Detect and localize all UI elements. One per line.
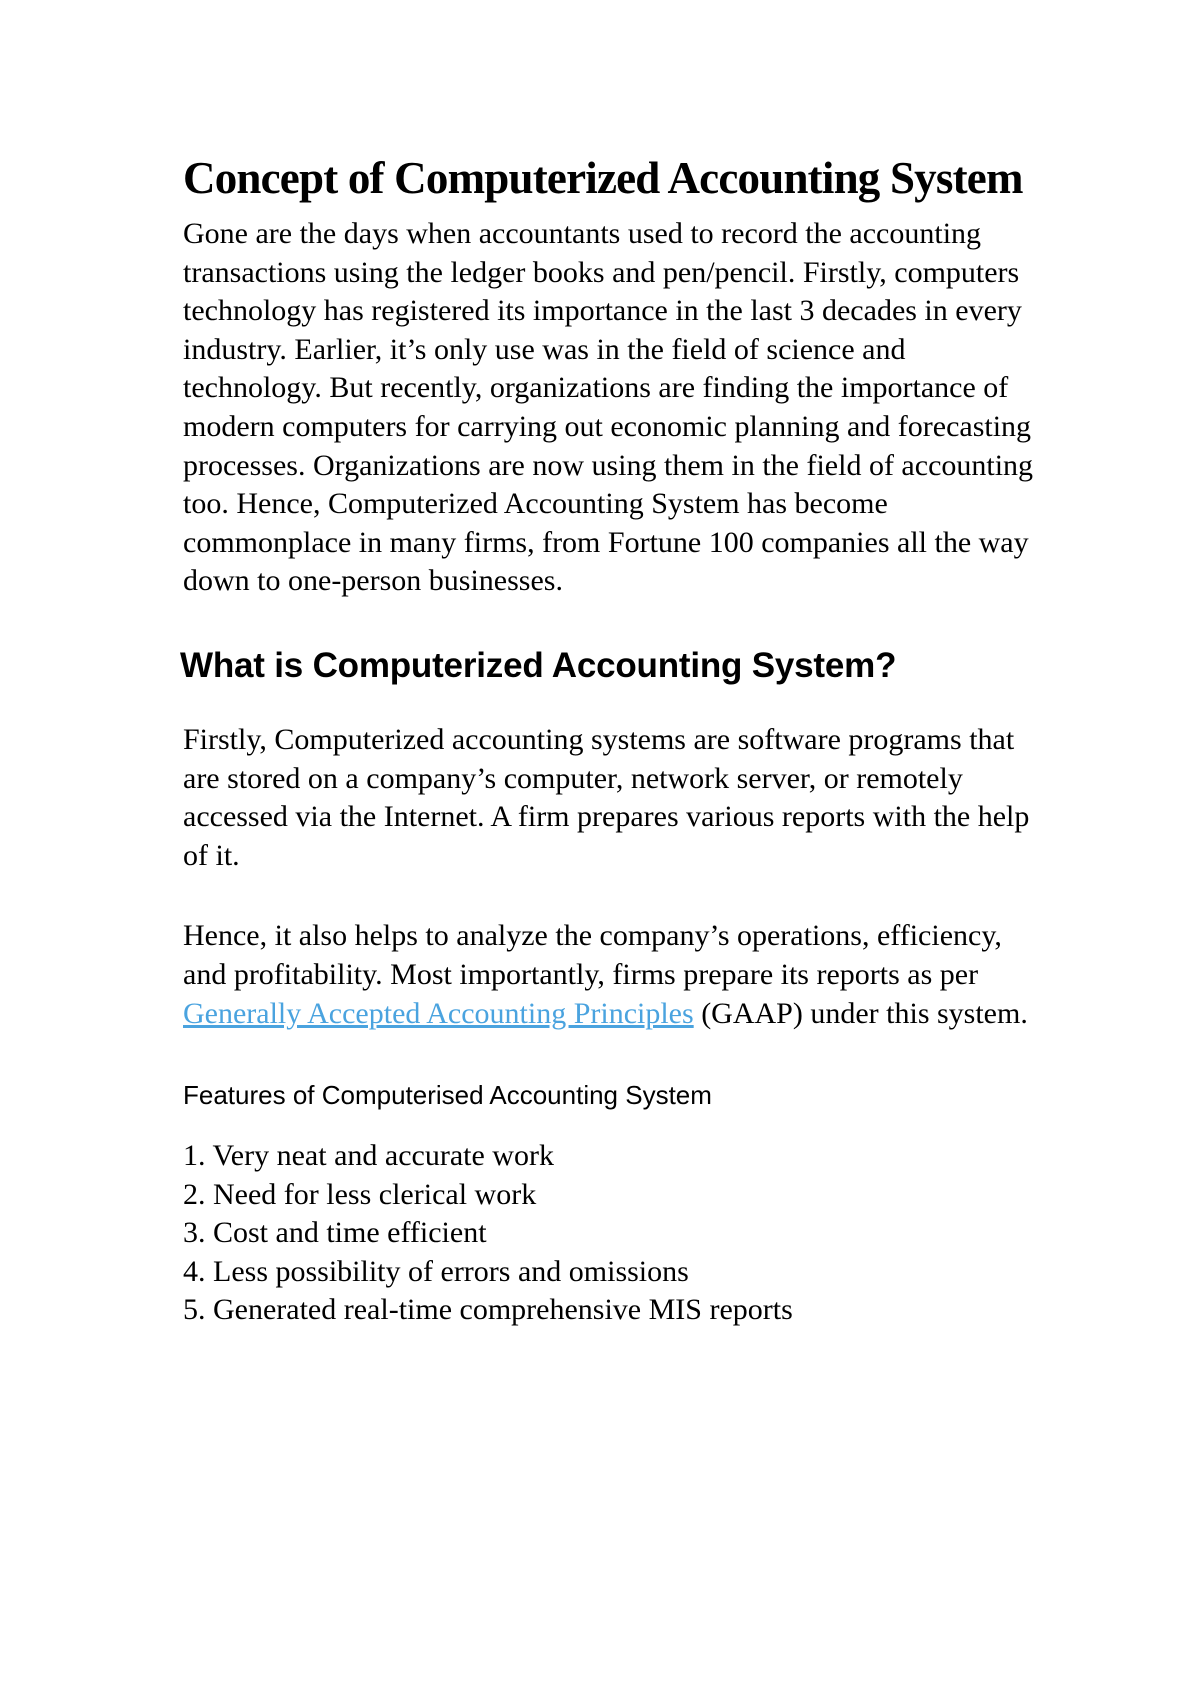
page-title: Concept of Computerized Accounting System — [183, 153, 1023, 203]
gaap-paragraph-text-before: Hence, it also helps to analyze the company’s operations, efficiency, and profitability. Most importantly, firms prepare its reports as per — [183, 919, 1002, 991]
features-list-item: 2. Need for less clerical work — [183, 1177, 537, 1211]
section-heading: What is Computerized Accounting System? — [180, 645, 897, 685]
gaap-link[interactable]: Generally Accepted Accounting Principles — [183, 996, 694, 1030]
features-list — [183, 1137, 1043, 1330]
features-heading: Features of Computerised Accounting System — [183, 1080, 712, 1111]
features-list-item: 4. Less possibility of errors and omissions — [183, 1254, 689, 1288]
intro-paragraph: Gone are the days when accountants used to record the accounting transactions using the ledger books and pen/pencil. Firstly, computers technology has registered its importance in the last 3 decades in every industry. Earlier, it’s only use was in the field of science and technology. But recently, organizations are finding the importance of modern computers for carrying out economic planning and forecasting processes. Organizations are now using them in the field of accounting too. Hence, Computerized Accounting System has become commonplace in many firms, from Fortune 100 companies all the way down to one-person businesses. — [183, 217, 1034, 598]
definition-paragraph: Firstly, Computerized accounting systems are software programs that are stored on a company’s computer, network server, or remotely accessed via the Internet. A firm prepares various reports with the help of it. — [183, 722, 1030, 872]
gaap-paragraph-text-after: (GAAP) under this system. — [693, 996, 1028, 1030]
features-list-item: 3. Cost and time efficient — [183, 1216, 487, 1250]
gaap-paragraph — [183, 917, 1043, 1033]
features-list-item: 1. Very neat and accurate work — [183, 1139, 554, 1173]
document-content — [180, 150, 1043, 1330]
features-list-item: 5. Generated real-time comprehensive MIS reports — [183, 1293, 793, 1327]
